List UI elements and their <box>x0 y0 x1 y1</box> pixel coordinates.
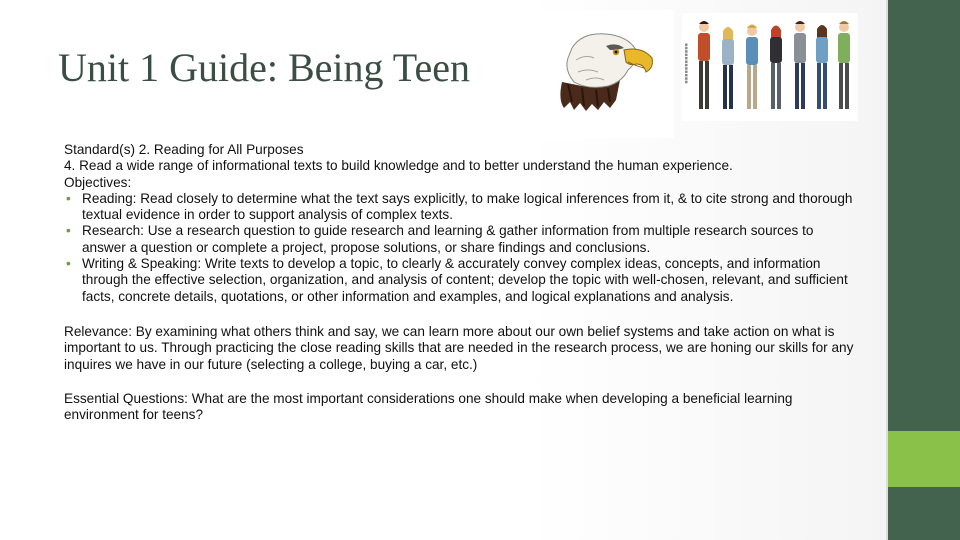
objective-reading: • Reading: Read closely to determine what the text says explicitly, to make logical inferences from it, & to cite strong and thorough textual evidence in order to support analysis of complex texts. <box>64 191 854 224</box>
eagle-illustration <box>532 10 674 138</box>
slide-title: Unit 1 Guide: Being Teen <box>58 45 470 90</box>
side-rail-accent <box>888 431 960 487</box>
relevance-paragraph: Relevance: By examining what others think and say, we can learn more about our own belief systems and take action on what is important to us. Through practicing the close reading skills that are needed in the research process, we are honing our skills for any inquires we have in our future (selecting a college, buying a car, etc.) <box>64 323 854 372</box>
standard-line: Standard(s) 2. Reading for All Purposes <box>64 142 304 157</box>
slide-body <box>64 142 854 423</box>
objectives-label: Objectives: <box>64 174 132 190</box>
standard-text: 4. Read a wide range of informational texts to build knowledge and to better understand the human experience. <box>64 158 733 174</box>
svg-text:▪▪▪▪▪▪▪▪▪▪▪▪: ▪▪▪▪▪▪▪▪▪▪▪▪ <box>683 43 689 84</box>
essential-question: Essential Questions: What are the most important considerations one should make when developing a beneficial learning environment for teens? <box>64 390 793 423</box>
people-illustration <box>682 13 858 121</box>
objectives-list <box>64 191 854 305</box>
objective-writing-speaking: • Writing & Speaking: Write texts to develop a topic, to clearly & accurately convey complex ideas, concepts, and information through the effective selection, organization, and analysis of content; develop the topic with well-chosen, relevant, and sufficient facts, concrete details, quotations, or other information and examples, and logical explanations and analysis. <box>64 256 854 305</box>
objective-research: • Research: Use a research question to guide research and learning & gather information from multiple research sources to answer a question or complete a project, propose solutions, or share findings and conclusions. <box>64 223 854 256</box>
